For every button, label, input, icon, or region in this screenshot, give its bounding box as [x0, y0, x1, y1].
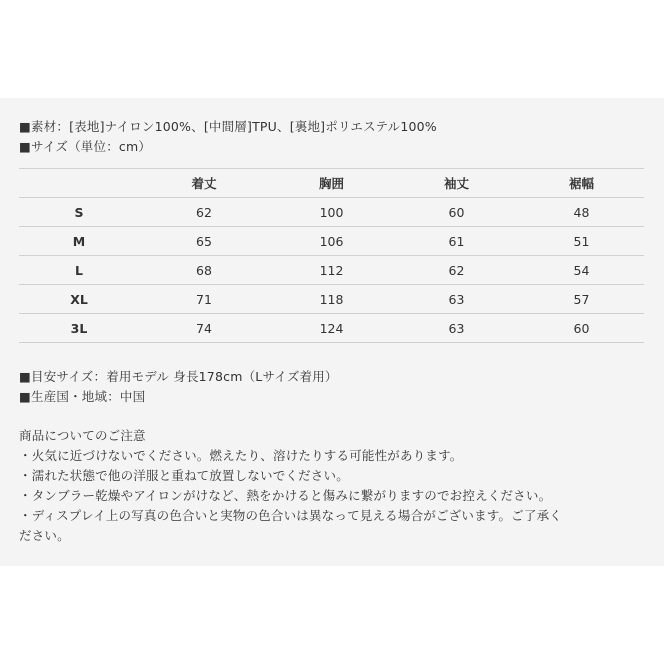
size-label: 3L	[19, 314, 139, 343]
table-cell: 48	[519, 198, 644, 227]
size-label: M	[19, 227, 139, 256]
header-cell-length: 着丈	[139, 169, 269, 198]
size-table	[19, 168, 644, 343]
table-cell: 54	[519, 256, 644, 285]
size-heading: ■サイズ（単位：cm）	[19, 139, 152, 154]
header-cell-sleeve: 袖丈	[394, 169, 519, 198]
note-line: ださい。	[19, 528, 70, 543]
table-row	[19, 198, 644, 227]
note-line: ・濡れた状態で他の洋服と重ねて放置しないでください。	[19, 468, 349, 483]
model-size-text: ■目安サイズ：着用モデル 身長178cm（Lサイズ着用）	[19, 369, 338, 384]
material-text: ■素材：[表地]ナイロン100%、[中間層]TPU、[裏地]ポリエステル100%	[19, 119, 437, 134]
table-cell: 71	[139, 285, 269, 314]
table-cell: 112	[269, 256, 394, 285]
table-row	[19, 227, 644, 256]
header-cell-empty	[19, 169, 139, 198]
table-row	[19, 314, 644, 343]
header-cell-chest: 胸囲	[269, 169, 394, 198]
table-cell: 62	[394, 256, 519, 285]
table-cell: 74	[139, 314, 269, 343]
table-cell: 65	[139, 227, 269, 256]
table-cell: 124	[269, 314, 394, 343]
table-cell: 68	[139, 256, 269, 285]
table-cell: 118	[269, 285, 394, 314]
table-cell: 63	[394, 285, 519, 314]
table-cell: 51	[519, 227, 644, 256]
table-cell: 106	[269, 227, 394, 256]
size-label: L	[19, 256, 139, 285]
table-cell: 57	[519, 285, 644, 314]
table-header-row	[19, 169, 644, 198]
note-line: ・火気に近づけないでください。燃えたり、溶けたりする可能性があります。	[19, 448, 463, 463]
table-cell: 60	[519, 314, 644, 343]
table-cell: 61	[394, 227, 519, 256]
table-row	[19, 256, 644, 285]
note-line: ・ディスプレイ上の写真の色合いと実物の色合いは異なって見える場合がございます。ご了承く	[19, 508, 562, 523]
size-label: S	[19, 198, 139, 227]
table-cell: 62	[139, 198, 269, 227]
care-notes	[19, 426, 649, 546]
header-cell-hem: 裾幅	[519, 169, 644, 198]
origin-text: ■生産国・地域：中国	[19, 389, 146, 404]
table-cell: 100	[269, 198, 394, 227]
table-row	[19, 285, 644, 314]
size-label: XL	[19, 285, 139, 314]
notes-heading: 商品についてのご注意	[19, 428, 146, 443]
note-line: ・タンブラー乾燥やアイロンがけなど、熱をかけると傷みに繋がりますのでお控えください。	[19, 488, 552, 503]
table-cell: 63	[394, 314, 519, 343]
table-cell: 60	[394, 198, 519, 227]
